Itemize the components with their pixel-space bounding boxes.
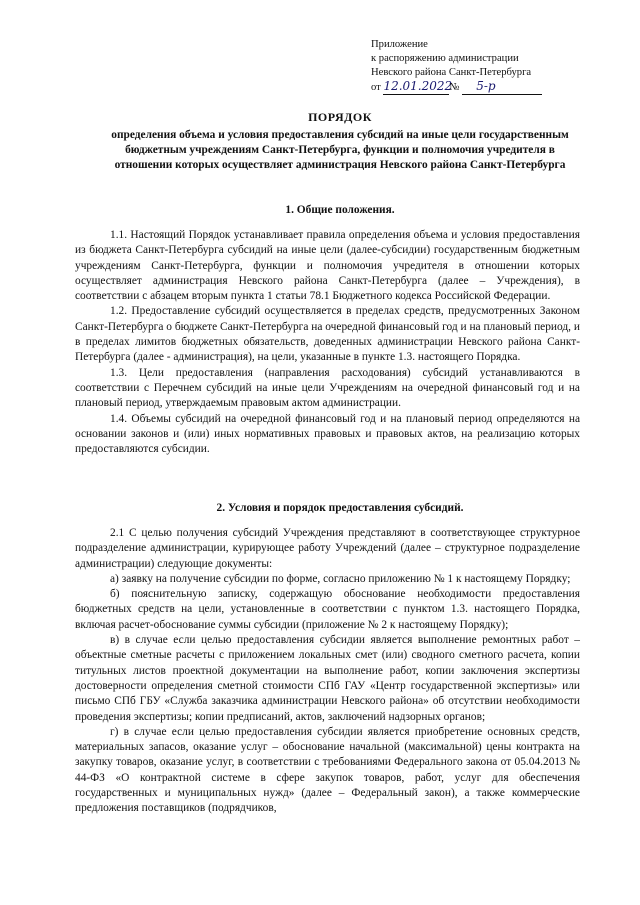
section-2-body bbox=[75, 526, 580, 817]
paragraph-2-1-a: а) заявку на получение субсидии по форме, согласно приложению № 1 к настоящему Порядку; bbox=[110, 572, 571, 585]
paragraph-1-2: 1.2. Предоставление субсидий осуществляется в пределах средств, предусмотренных Законом Санкт-Петербурга о бюджете Санкт-Петербурга на очередной финансовый год и на плановый период, и в пределах лимитов бюджетных обязательств, доведенных администрации Невского района Санкт-Петербурга (далее - администрация), на цели, указанные в пункте 1.3. настоящего Порядка. bbox=[75, 305, 580, 364]
appendix-line-1: Приложение bbox=[371, 39, 428, 50]
appendix-line-2: к распоряжению администрации bbox=[371, 53, 519, 64]
appendix-date-row bbox=[371, 80, 621, 95]
paragraph-1-1: 1.1. Настоящий Порядок устанавливает правила определения объема и условия предоставления из бюджета Санкт-Петербурга субсидий на иные цели (далее-субсидии) государственным бюджетным учреждениям Санкт-Петербурга, функции и полномочия учредителя в отношении которых осуществляет администрация Невского района Санкт-Петербурга (далее – Учреждения), в соответствии с абзацем вторым пункта 1 статьи 78.1 Бюджетного кодекса Российской Федерации. bbox=[75, 229, 580, 303]
handwritten-number: 5-р bbox=[476, 79, 496, 93]
paragraph-1-4: 1.4. Объемы субсидий на очередной финансовый год и на плановый период определяются на основании законов и (или) иных нормативных правовых и правовых актов, на реализацию которых предоставляются субсидии. bbox=[75, 412, 580, 456]
paragraph-2-1: 2.1 С целью получения субсидий Учреждения представляют в соответствующее структурное подразделение администрации, курирующее работу Учреждений (далее – структурное подразделение администрации) следующие документы: bbox=[75, 527, 580, 570]
section-1-body bbox=[75, 228, 580, 457]
date-field bbox=[383, 79, 453, 95]
paragraph-2-1-v: в) в случае если целью предоставления субсидии является выполнение ремонтных работ – объектные сметные расчеты с приложением локальных смет (или) сводного сметного расчета, копии титульных листов проектной документации на выполнение работ, копии заключения экспертизы достоверности определения сметной стоимости СПб ГАУ «Центр государственной экспертизы» или письмо СПб ГБУ «Служба заказчика администрации Невского района» об отсутствии необходимости проведения экспертизы; копии предписаний, актов, заключений надзорных органов; bbox=[75, 634, 580, 723]
paragraph-1-3: 1.3. Цели предоставления (направления расходования) субсидий устанавливаются в соответствии с Перечнем субсидий на иные цели Учреждениям на очередной финансовый год и на плановый период, утверждаемым правовым актом администрации. bbox=[75, 366, 580, 410]
appendix-block bbox=[371, 38, 621, 95]
paragraph-2-1-g: г) в случае если целью предоставления субсидии является приобретение основных средств, материальных запасов, оказание услуг – обоснование начальной (максимальной) цены контракта на закупку товаров, оказание услуг, в соответствии с требованиями Федерального закона от 05.04.2013 № 44-ФЗ «О контрактной системе в сфере закупок товаров, работ, услуг для обеспечения государственных и муниципальных нужд» (далее – Федеральный закон), а также коммерческие предложения поставщиков (подрядчиков, bbox=[75, 725, 580, 815]
section-1-heading: 1. Общие положения. bbox=[285, 204, 395, 216]
document-subtitle: определения объема и условия предоставления субсидий на иные цели государственным бюджетным учреждениям Санкт-Петербурга, функции и полномочия учредителя в отношении которых осуществляет администрация Невского района Санкт-Петербурга bbox=[111, 129, 569, 171]
document-title: ПОРЯДОК bbox=[308, 110, 372, 124]
number-prefix: № bbox=[449, 82, 460, 93]
paragraph-2-1-b: б) пояснительную записку, содержащую обоснование необходимости предоставления бюджетных средств на цели, установленные в соответствии с пунктом 1.3. настоящего Порядка, включая расчет-обоснование суммы субсидии (приложение № 2 к настоящему Порядку); bbox=[75, 588, 580, 631]
date-prefix: от bbox=[371, 82, 381, 93]
appendix-line-3: Невского района Санкт-Петербурга bbox=[371, 67, 532, 78]
section-2-heading: 2. Условия и порядок предоставления субсидий. bbox=[216, 502, 464, 514]
handwritten-date: 12.01.2022 bbox=[383, 79, 453, 93]
number-field bbox=[462, 80, 542, 95]
